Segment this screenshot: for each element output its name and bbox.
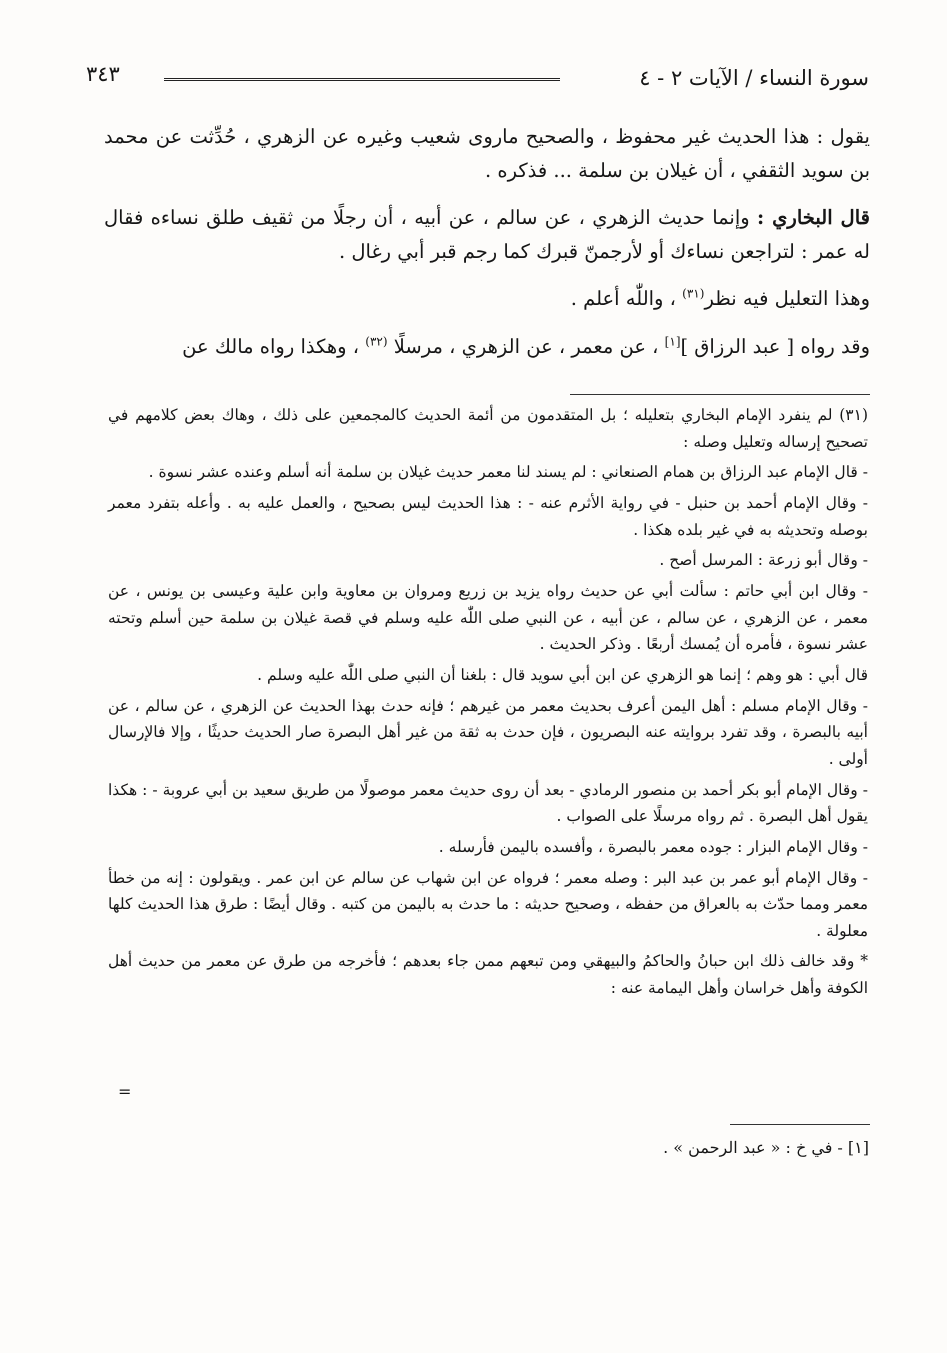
paragraph-3-tail: ، واللّٰه أعلم . [570,287,683,311]
footnote-ref-32: (٣٢) [365,334,388,349]
page-number: ٣٤٣ [86,62,120,86]
continuation-mark: = [118,1082,132,1101]
main-text [104,120,870,377]
main-paragraph-3 [104,282,870,316]
footnotes [108,402,868,1006]
editor-note-separator [730,1124,870,1125]
paragraph-4-part-c: ، وهكذا رواه مالك عن [182,334,366,358]
editor-ref-1: [١] [664,334,681,349]
footnote-item: - وقال الإمام مسلم : أهل اليمن أعرف بحديث معمر من غيرهم ؛ فإنه حدث بهذا الحديث عن الزهري ، عن سالم ، عن أبيه بالبصرة ، وقد تفرد بروايته عنه البصريون ، فإن حدث به ثقة من غير أهل البصرة صار الحديث حديثًا ، وإلا فالإرسال أولى . [108,696,868,768]
footnote-item: - وقال أبو زرعة : المرسل أصح . [659,551,868,570]
running-header-title: سورة النساء / الآيات ٢ - ٤ [639,66,869,90]
footnote-31-intro: (٣١) لم ينفرد الإمام البخاري بتعليله ؛ بل المتقدمون من أئمة الحديث كالمجمعين على ذلك ، وهاك بعض كلامهم في تصحيح إرساله وتعليل وصله : [108,406,868,451]
footnote-item: - وقال الإمام أبو بكر أحمد بن منصور الرمادي - بعد أن روى حديث معمر موصولًا من طريق سعيد بن أبي عروبة - : هكذا يقول أهل البصرة . ثم رواه مرسلًا على الصواب . [108,780,868,826]
main-paragraph-1: يقول : هذا الحديث غير محفوظ ، والصحيح ماروى شعيب وغيره عن الزهري ، حُدِّثت عن محمد بن سويد الثقفي ، أن غيلان بن سلمة ... فذكره . [104,125,870,182]
paragraph-4-part-a: وقد رواه [ عبد الرزاق ] [680,334,870,358]
footnote-item: قال أبي : هو وهم ؛ إنما هو الزهري عن ابن أبي سويد قال : بلغنا أن النبي صلى اللّٰه عليه وسلم . [257,665,868,684]
header-rule [164,78,560,81]
footnote-item: - قال الإمام عبد الرزاق بن همام الصنعاني : لم يسند لنا معمر حديث غيلان بن سلمة أنه أسلم وعنده عشر نسوة . [148,463,868,482]
footnote-item: - وقال الإمام أبو عمر بن عبد البر : وصله معمر ؛ فرواه عن ابن شهاب عن سالم عن ابن عمر . ويقولون : إنه من خطأ معمر ومما حدّث به بالعراق من حفظه ، وصحيح حديثه : ما حدث به باليمن من كتبه . وقال أيضًا : طرق هذا الحديث كلها معلولة . [108,868,868,940]
bold-lead-bukhari: قال البخاري : [757,206,870,230]
editor-note: [١] - في خ : « عبد الرحمن » . [663,1138,869,1157]
footnote-ref-31: (٣١) [682,286,705,301]
footnote-item: - وقال الإمام البزار : جوده معمر بالبصرة ، وأفسده باليمن فأرسله . [438,837,868,856]
main-paragraph-2 [104,201,870,268]
paragraph-2-text: وإنما حديث الزهري ، عن سالم ، عن أبيه ، أن رجلًا من ثقيف طلق نساءه فقال له عمر : لتراجعن نساءك أو لأرجمنّ قبرك كما رجم قبر أبي رغال . [104,206,870,263]
main-paragraph-4 [104,330,870,364]
paragraph-3-text: وهذا التعليل فيه نظر [704,287,870,311]
footnote-item: - وقال الإمام أحمد بن حنبل - في رواية الأثرم عنه - : هذا الحديث ليس بصحيح ، والعمل عليه به . وأعله بتفرد معمر بوصله وتحديثه به في غير بلده هكذا . [108,493,868,539]
footnote-item: - وقال ابن أبي حاتم : سألت أبي عن حديث رواه يزيد بن زريع ومروان بن معاوية وابن علية وعيسى بن يونس ، عن معمر ، عن الزهري ، عن سالم ، عن أبيه ، عن النبي صلى اللّٰه عليه وسلم في قصة غيلان بن سلمة حين أسلم وتحته عشر نسوة ، فأمره أن يُمسك أربعًا . وذكر الحديث . [108,581,868,654]
footnote-item: * وقد خالف ذلك ابن حبانُ والحاكمُ والبيهقي ومن تبعهم ممن جاء بعدهم ؛ فأخرجه من طرق عن معمر من حديث أهل الكوفة وأهل خراسان وأهل اليمامة عنه : [108,952,868,998]
paragraph-4-part-b: ، عن معمر ، عن الزهري ، مرسلًا [387,334,665,358]
footnote-separator [570,394,870,395]
